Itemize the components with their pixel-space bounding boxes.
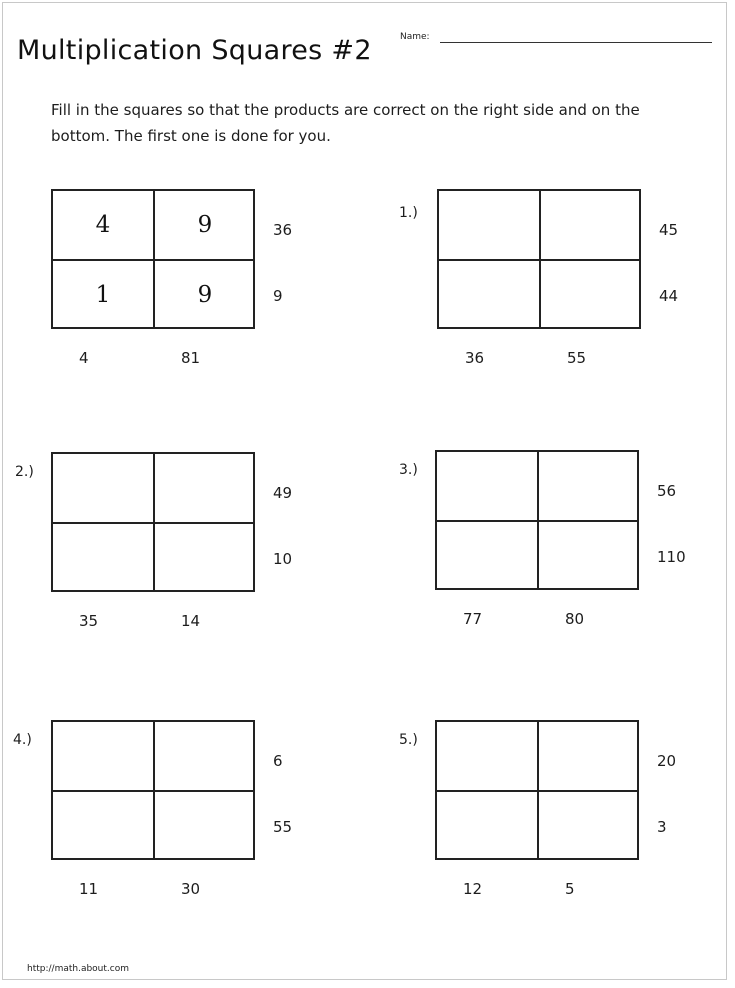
grid-cell[interactable] bbox=[437, 722, 537, 790]
page-title: Multiplication Squares #2 bbox=[17, 35, 372, 66]
row-product: 10 bbox=[273, 550, 293, 568]
grid-cell[interactable] bbox=[437, 522, 537, 590]
problem-4 bbox=[13, 720, 371, 920]
grid bbox=[51, 452, 255, 592]
column-product: 80 bbox=[565, 610, 585, 628]
row-product: 45 bbox=[659, 221, 679, 239]
grid-cell[interactable] bbox=[155, 792, 255, 860]
row-product: 20 bbox=[657, 752, 677, 770]
grid-cell[interactable] bbox=[539, 522, 639, 590]
problem-1 bbox=[399, 189, 735, 389]
grid-cell[interactable] bbox=[53, 722, 153, 790]
column-product: 4 bbox=[79, 349, 89, 367]
grid-cell[interactable] bbox=[541, 261, 641, 329]
grid bbox=[51, 720, 255, 860]
row-product: 36 bbox=[273, 221, 293, 239]
grid-cell: 9 bbox=[197, 282, 213, 308]
row-product: 56 bbox=[657, 482, 677, 500]
grid bbox=[51, 189, 255, 329]
column-product: 11 bbox=[79, 880, 99, 898]
grid-cell: 4 bbox=[95, 212, 111, 238]
column-product: 81 bbox=[181, 349, 201, 367]
grid-cell[interactable] bbox=[539, 792, 639, 860]
column-product: 36 bbox=[465, 349, 485, 367]
grid-cell[interactable] bbox=[539, 722, 639, 790]
problem-example bbox=[51, 189, 371, 389]
row-product: 55 bbox=[273, 818, 293, 836]
worksheet-page bbox=[2, 2, 727, 980]
row-product: 3 bbox=[657, 818, 667, 836]
name-line bbox=[440, 42, 712, 43]
column-product: 35 bbox=[79, 612, 99, 630]
grid bbox=[435, 450, 639, 590]
problem-label: 3.) bbox=[399, 462, 418, 478]
row-product: 9 bbox=[273, 287, 283, 305]
problem-label: 5.) bbox=[399, 732, 418, 748]
row-product: 6 bbox=[273, 752, 283, 770]
row-product: 110 bbox=[657, 548, 686, 566]
grid bbox=[435, 720, 639, 860]
grid-cell[interactable] bbox=[437, 792, 537, 860]
grid-cell[interactable] bbox=[155, 722, 255, 790]
grid-cell[interactable] bbox=[437, 452, 537, 520]
grid-cell[interactable] bbox=[439, 261, 539, 329]
grid-cell[interactable] bbox=[155, 524, 255, 592]
row-product: 49 bbox=[273, 484, 293, 502]
name-label: Name: bbox=[400, 32, 430, 42]
grid-cell: 1 bbox=[95, 282, 111, 308]
problem-label: 1.) bbox=[399, 205, 418, 221]
grid-cell[interactable] bbox=[53, 454, 153, 522]
column-product: 12 bbox=[463, 880, 483, 898]
grid bbox=[437, 189, 641, 329]
problem-5 bbox=[399, 720, 735, 920]
grid-cell[interactable] bbox=[53, 524, 153, 592]
grid-cell[interactable] bbox=[155, 454, 255, 522]
row-product: 44 bbox=[659, 287, 679, 305]
column-product: 55 bbox=[567, 349, 587, 367]
problem-3 bbox=[399, 450, 735, 650]
instructions-text: Fill in the squares so that the products are correct on the right side and on the bottom. The first one is done for you. bbox=[51, 101, 640, 145]
grid-cell: 9 bbox=[197, 212, 213, 238]
problem-label: 4.) bbox=[13, 732, 32, 748]
grid-cell[interactable] bbox=[53, 792, 153, 860]
column-product: 14 bbox=[181, 612, 201, 630]
column-product: 30 bbox=[181, 880, 201, 898]
problem-label: 2.) bbox=[15, 464, 34, 480]
footer-source-link[interactable]: http://math.about.com bbox=[27, 964, 129, 974]
grid-cell[interactable] bbox=[541, 191, 641, 259]
grid-cell[interactable] bbox=[439, 191, 539, 259]
column-product: 5 bbox=[565, 880, 575, 898]
problem-2 bbox=[15, 452, 371, 652]
column-product: 77 bbox=[463, 610, 483, 628]
grid-cell[interactable] bbox=[539, 452, 639, 520]
